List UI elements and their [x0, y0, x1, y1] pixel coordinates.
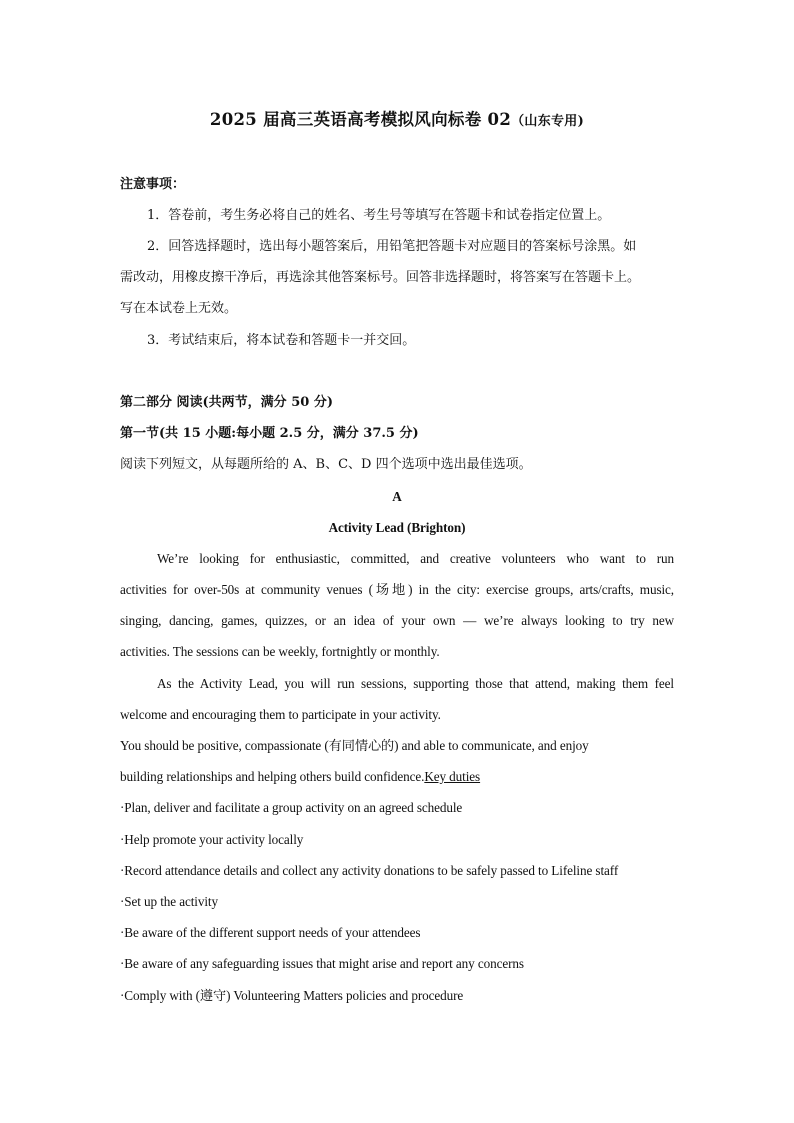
paragraph-3-line-2	[120, 769, 480, 785]
passage-letter: A	[392, 489, 402, 504]
part-heading: 第二部分 阅读(共两节，满分 50 分)	[120, 395, 333, 410]
note-item-3: 3．考试结束后，将本试卷和答题卡一并交回。	[147, 333, 416, 348]
subsection-heading: 第一节(共 15 小题:每小题 2.5 分，满分 37.5 分)	[120, 426, 419, 441]
paragraph-2-line-1: As the Activity Lead, you will run sessions, supporting those that attend, making them feel	[157, 676, 674, 691]
paragraph-1-line-4: activities. The sessions can be weekly, fortnightly or monthly.	[120, 644, 440, 659]
duty-item: ·Be aware of the different support needs of your attendees	[120, 925, 421, 940]
paragraph-1-line-3: singing, dancing, games, quizzes, or an idea of your own — we’re always looking to try new	[120, 613, 674, 628]
paragraph-2-line-2: welcome and encouraging them to participate in your activity.	[120, 707, 441, 722]
duty-item: ·Set up the activity	[120, 894, 218, 909]
page-title	[0, 106, 794, 130]
paragraph-3-line-1: You should be positive, compassionate (有同情心的) and able to communicate, and enjoy	[120, 738, 589, 753]
title-main: 2025 届高三英语高考模拟风向标卷 02	[209, 110, 512, 129]
duty-item: ·Comply with (遵守) Volunteering Matters policies and procedure	[120, 988, 464, 1003]
note-item-2-line-3: 写在本试卷上无效。	[120, 301, 238, 316]
paragraph-1-line-2: activities for over-50s at community venues (场地) in the city: exercise groups, arts/crafts, music,	[120, 582, 674, 597]
duty-item: ·Be aware of any safeguarding issues that might arise and report any concerns	[120, 956, 524, 971]
paragraph-3-text: building relationships and helping others build confidence.	[120, 769, 425, 784]
passage-title: Activity Lead (Brighton)	[328, 520, 466, 535]
notes-heading: 注意事项：	[120, 177, 186, 192]
title-subtitle: （山东专用)	[511, 114, 585, 129]
key-duties-heading: Key duties	[424, 769, 481, 784]
reading-instruction: 阅读下列短文，从每题所给的 A、B、C、D 四个选项中选出最佳选项。	[120, 457, 532, 472]
duty-item: ·Help promote your activity locally	[120, 832, 304, 847]
note-item-2-line-2: 需改动，用橡皮擦干净后，再选涂其他答案标号。回答非选择题时，将答案写在答题卡上。	[120, 270, 641, 285]
duty-item: ·Plan, deliver and facilitate a group activity on an agreed schedule	[120, 800, 463, 815]
paragraph-1-line-1: We’re looking for enthusiastic, committed, and creative volunteers who want to run	[157, 551, 674, 566]
note-item-1: 1．答卷前，考生务必将自己的姓名、考生号等填写在答题卡和试卷指定位置上。	[147, 208, 611, 223]
duty-item: ·Record attendance details and collect any activity donations to be safely passed to Lifeline staff	[120, 863, 619, 878]
note-item-2-line-1: 2．回答选择题时，选出每小题答案后，用铅笔把答题卡对应题目的答案标号涂黑。如	[147, 239, 637, 254]
